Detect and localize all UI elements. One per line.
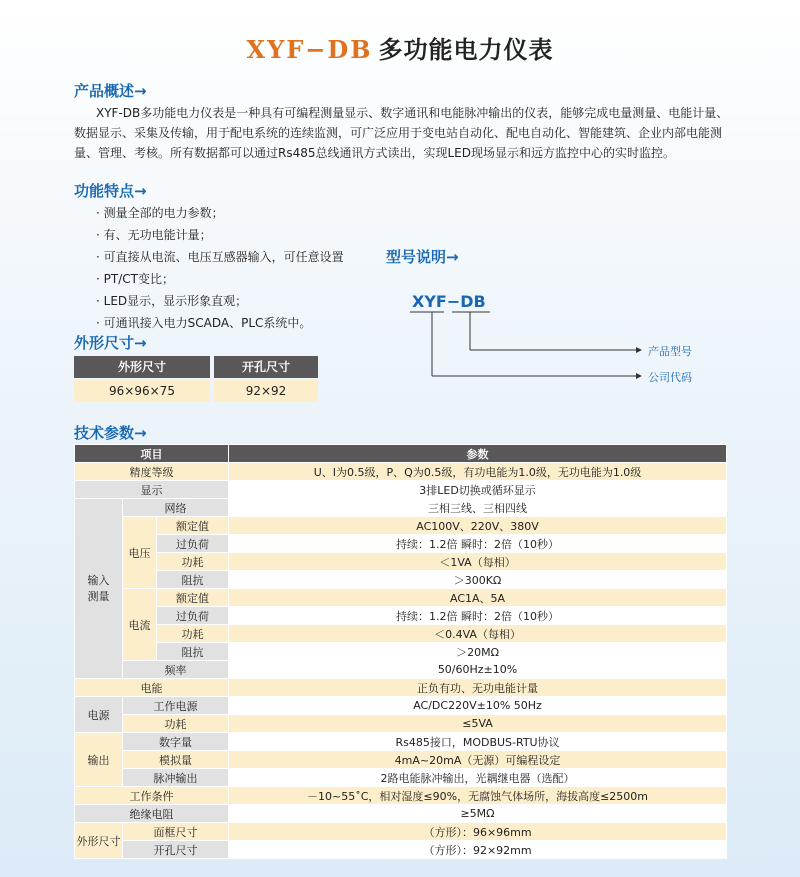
table-row [75,625,727,643]
table-row [75,643,727,661]
spec-value: AC1A、5A [229,589,727,607]
table-row [75,787,727,805]
spec-group-supply: 电源 [75,697,123,733]
model-heading: 型号说明→ [386,248,459,266]
features-list [96,202,344,334]
table-row [75,679,727,697]
spec-table [74,444,727,859]
spec-value: ＞20MΩ [229,643,727,661]
spec-group-size: 外形尺寸 [75,823,123,859]
feature-item: · LED显示，显示形象直观； [96,290,344,312]
spec-group-current: 电流 [123,589,157,661]
product-model-label: 产品型号 [648,345,692,358]
table-row [75,445,727,463]
dimensions-heading: 外形尺寸→ [74,334,147,352]
spec-label: 电能 [75,679,229,697]
dim-col1-value: 96×96×75 [74,380,210,402]
spec-label: 过负荷 [157,607,229,625]
spec-group-output: 输出 [75,733,123,787]
spec-value: ＞300KΩ [229,571,727,589]
spec-label: 频率 [123,661,229,679]
spec-label: 工作电源 [123,697,229,715]
spec-value: 2路电能脉冲输出，光耦继电器（选配） [229,769,727,787]
table-row [75,499,727,517]
features-heading: 功能特点→ [74,182,147,200]
spec-label: 额定值 [157,589,229,607]
spec-value: ≥5MΩ [229,805,727,823]
spec-label: 阻抗 [157,643,229,661]
overview-heading: 产品概述→ [74,82,147,100]
table-row [75,769,727,787]
spec-value: ≤5VA [229,715,727,733]
spec-value: U、I为0.5级，P、Q为0.5级，有功电能为1.0级，无功电能为1.0级 [229,463,727,481]
overview-text: XYF-DB多功能电力仪表是一种具有可编程测量显示、数字通讯和电能脉冲输出的仪表，能够完成电量测量、电能计量、数据显示、采集及传输，用于配电系统的连续监测，可广泛应用于变电站自动化、配电自动化、智能建筑、企业内部电能测量、管理、考核。所有数据都可以通过Rs485总线通讯方式读出，实现LED现场显示和远方监控中心的实时监控。 [74,106,729,160]
feature-item: · 测量全部的电力参数； [96,202,344,224]
table-row [75,733,727,751]
spec-value: 持续：1.2倍 瞬时：2倍（10秒） [229,607,727,625]
table-row [75,697,727,715]
table-row [75,463,727,481]
spec-value: 4mA~20mA（无源）可编程设定 [229,751,727,769]
spec-label: 显示 [75,481,229,499]
spec-value: Rs485接口，MODBUS-RTU协议 [229,733,727,751]
spec-value: AC100V、220V、380V [229,517,727,535]
spec-label: 模拟量 [123,751,229,769]
specs-heading: 技术参数→ [74,424,147,442]
spec-label: 绝缘电阻 [75,805,229,823]
spec-label: 精度等级 [75,463,229,481]
table-row [75,571,727,589]
feature-item: · 可直接从电流、电压互感器输入，可任意设置 [96,246,344,268]
dim-col1-header: 外形尺寸 [74,356,210,378]
dimensions-table [74,356,318,402]
table-row [75,553,727,571]
spec-value: 50/60Hz±10% [229,661,727,679]
spec-label: 功耗 [157,625,229,643]
spec-group-voltage: 电压 [123,517,157,589]
table-row [75,535,727,553]
feature-item: · PT/CT变比； [96,268,344,290]
table-row [75,715,727,733]
company-code-label: 公司代码 [648,371,692,384]
dim-col2-header: 开孔尺寸 [214,356,318,378]
feature-item: · 有、无功电能计量； [96,224,344,246]
model-code: XYF−DB [412,292,486,311]
title-code: XYF−DB [246,35,373,64]
spec-label: 功耗 [157,553,229,571]
table-row [75,607,727,625]
spec-value: 正负有功、无功电能计量 [229,679,727,697]
spec-label: 网络 [123,499,229,517]
spec-value: AC/DC220V±10% 50Hz [229,697,727,715]
spec-value: 持续：1.2倍 瞬时：2倍（10秒） [229,535,727,553]
spec-label: 额定值 [157,517,229,535]
spec-label: 脉冲输出 [123,769,229,787]
spec-label: 数字量 [123,733,229,751]
title-name: 多功能电力仪表 [378,36,554,64]
table-row [75,481,727,499]
table-row [75,517,727,535]
spec-value: －10~55˚C，相对湿度≤90%，无腐蚀气体场所，海拔高度≤2500m [229,787,727,805]
spec-label: 工作条件 [75,787,229,805]
page-title [0,30,800,65]
spec-label: 面框尺寸 [123,823,229,841]
table-row [75,805,727,823]
spec-header-item: 项目 [75,445,229,463]
spec-label: 功耗 [123,715,229,733]
spec-value: （方形）：92×92mm [229,841,727,859]
spec-label: 开孔尺寸 [123,841,229,859]
model-diagram [380,290,720,390]
spec-value: 三相三线、三相四线 [229,499,727,517]
table-row [75,751,727,769]
spec-label: 阻抗 [157,571,229,589]
spec-value: （方形）：96×96mm [229,823,727,841]
spec-value: ＜1VA（每相） [229,553,727,571]
table-row [75,589,727,607]
spec-value: 3排LED切换或循环显示 [229,481,727,499]
table-row [75,661,727,679]
spec-label: 过负荷 [157,535,229,553]
feature-item: · 可通讯接入电力SCADA、PLC系统中。 [96,312,344,334]
table-row [75,823,727,841]
spec-value: ＜0.4VA（每相） [229,625,727,643]
dim-col2-value: 92×92 [214,380,318,402]
spec-group-input: 输入 测量 [75,499,123,679]
spec-header-param: 参数 [229,445,727,463]
table-row [75,841,727,859]
